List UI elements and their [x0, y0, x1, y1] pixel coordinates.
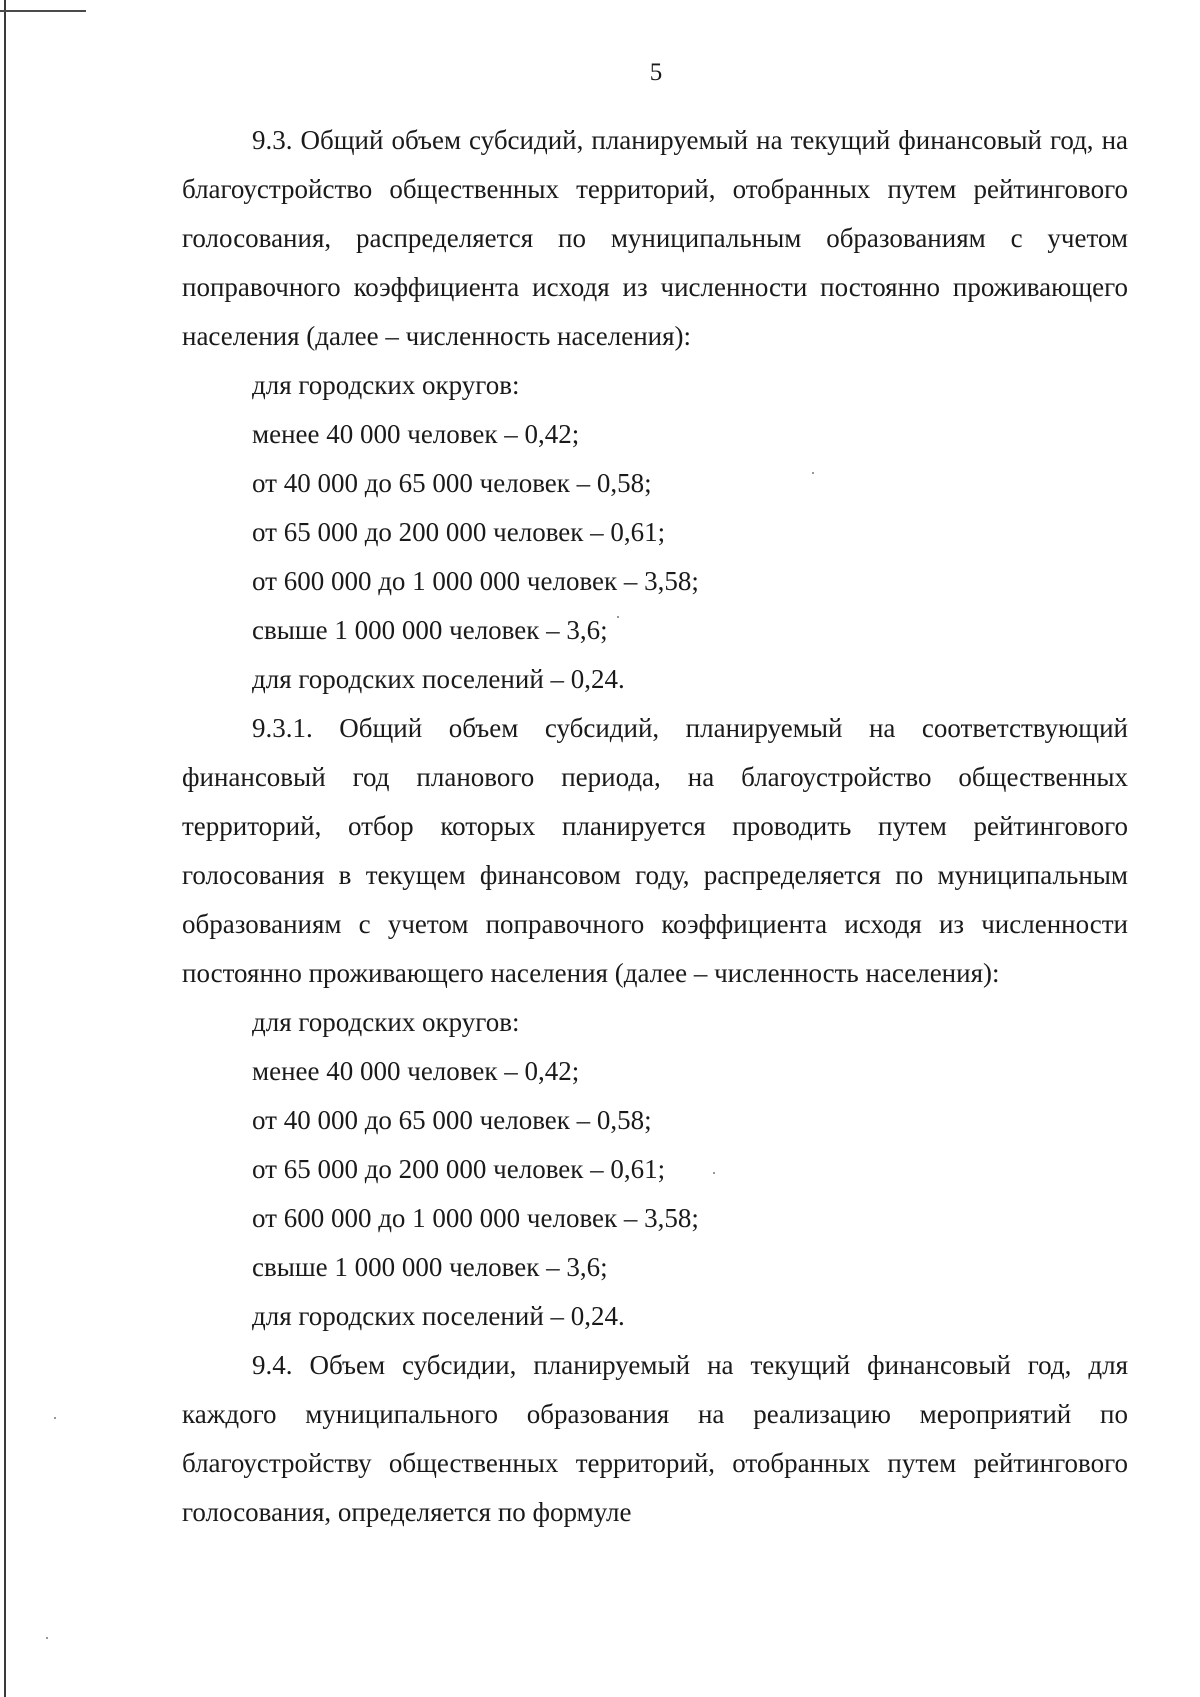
- scan-speck: [713, 1172, 715, 1174]
- list-item: от 65 000 до 200 000 человек – 0,61;: [252, 517, 666, 547]
- paragraph-9-3: 9.3. Общий объем субсидий, планируемый на текущий финансовый год, на благоустройство общественных территорий, отобранных путем рейтингового голосования, распределяется по муниципальным образованиям с учетом поправочного коэффициента исходя из численности постоянно проживающего населения (далее – численность населения):: [182, 125, 1128, 351]
- paragraph-9-4: 9.4. Объем субсидии, планируемый на текущий финансовый год, для каждого муниципального образования на реализацию мероприятий по благоустройству общественных территорий, отобранных путем рейтингового голосования, определяется по формуле: [182, 1350, 1128, 1527]
- list-item: свыше 1 000 000 человек – 3,6;: [252, 615, 608, 645]
- list-item: от 600 000 до 1 000 000 человек – 3,58;: [252, 566, 699, 596]
- paragraph-9-3-1: 9.3.1. Общий объем субсидий, планируемый на соответствующий финансовый год планового периода, на благоустройство общественных территорий, отбор которых планируется проводить путем рейтингового голосования в текущем финансовом году, распределяется по муниципальным образованиям с учетом поправочного коэффициента исходя из численности постоянно проживающего населения (далее – численность населения):: [182, 713, 1128, 988]
- scan-speck: [812, 472, 814, 474]
- list-item: для городских округов:: [252, 1007, 520, 1037]
- document-body: [182, 116, 1128, 1537]
- list-item: свыше 1 000 000 человек – 3,6;: [252, 1252, 608, 1282]
- list-item: от 600 000 до 1 000 000 человек – 3,58;: [252, 1203, 699, 1233]
- page-number: 5: [649, 59, 663, 86]
- scan-speck: [46, 1637, 48, 1639]
- list-item: от 65 000 до 200 000 человек – 0,61;: [252, 1154, 666, 1184]
- list-item: менее 40 000 человек – 0,42;: [252, 1056, 580, 1086]
- list-item: от 40 000 до 65 000 человек – 0,58;: [252, 468, 652, 498]
- scan-speck: [54, 1417, 56, 1419]
- list-item: для городских округов:: [252, 370, 520, 400]
- list-item: для городских поселений – 0,24.: [252, 664, 625, 694]
- list-item: для городских поселений – 0,24.: [252, 1301, 625, 1331]
- scan-speck: [617, 616, 619, 618]
- list-item: менее 40 000 человек – 0,42;: [252, 419, 580, 449]
- scan-edge-left: [4, 0, 6, 1697]
- list-item: от 40 000 до 65 000 человек – 0,58;: [252, 1105, 652, 1135]
- scan-edge-top: [0, 10, 86, 12]
